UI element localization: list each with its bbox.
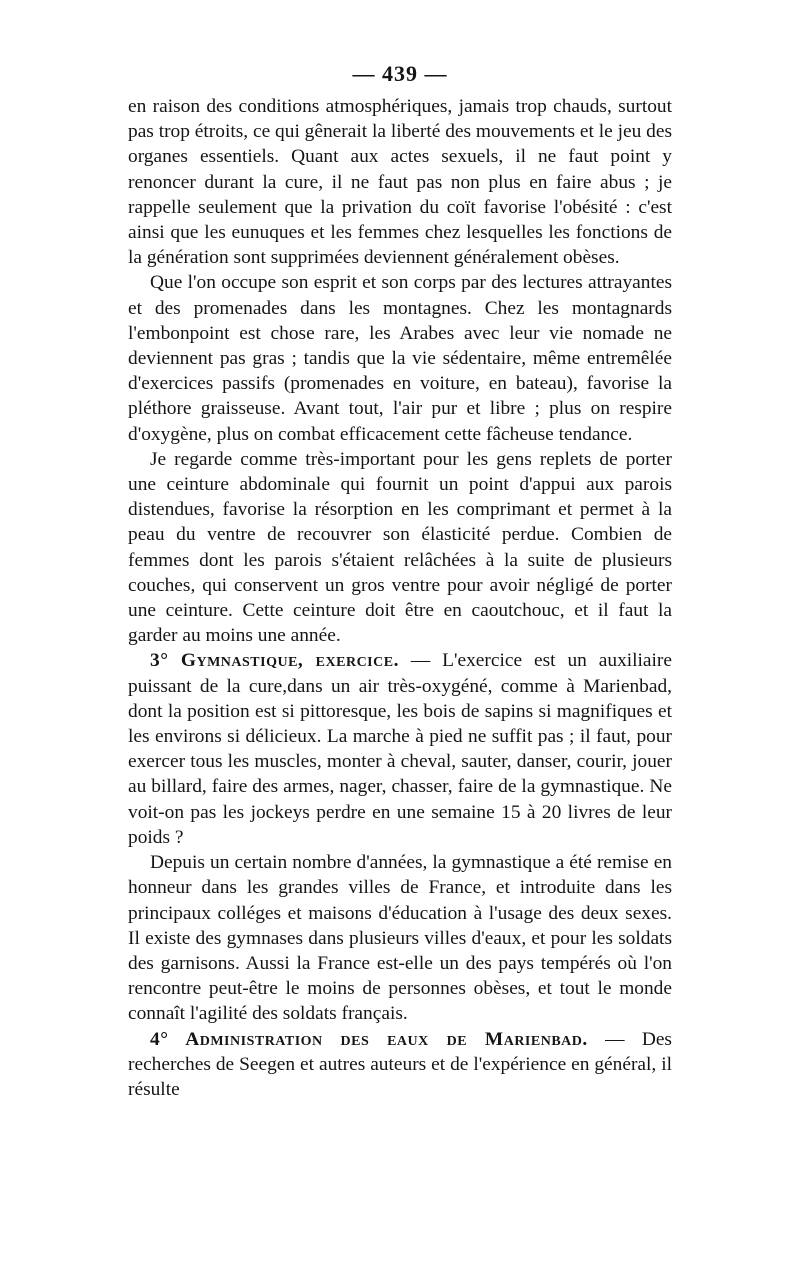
section-heading-gymnastics: 3° Gymnastique, exercice. [150, 650, 399, 672]
paragraph-administration-text: — Des recherches de Seegen et autres auteurs et de l'expérience en général, il résulte [128, 1028, 672, 1100]
paragraph-continued: en raison des conditions atmosphériques, jamais trop chauds, surtout pas trop étroits, ce qui gênerait la liberté des mouvements et le jeu des organes essentiels. Quant aux actes sexuels, il ne faut point y renoncer durant la cure, il ne faut pas non plus en faire abus ; je rappelle seulement que la privation du coït favorise l'obésité : c'est ainsi que les eunuques et les femmes chez lesquelles les fonctions de la génération sont supprimées deviennent généralement obèses. [128, 96, 672, 269]
book-page [128, 60, 672, 1102]
paragraph-abdominal-belt: Je regarde comme très-important pour les gens replets de porter une ceinture abdominale qui fournit un point d'appui aux parois distendues, favorise la résorption en les comprimant et permet à la peau du ventre de recouvrer son élasticité perdue. Combien de femmes dont les parois s'étaient relâchées à la suite de plusieurs couches, qui conservent un gros ventre pour avoir négligé de porter une ceinture. Cette ceinture doit être en caoutchouc, et il faut la garder au moins une année. [128, 448, 672, 647]
section-heading-administration: 4° Administration des eaux de Marienbad. [150, 1028, 588, 1050]
paragraph-gymnastics-text: — L'exercice est un auxiliaire puissant de la cure,dans un air très-oxygéné, comme à Marienbad, dont la position est si pittoresque, les bois de sapins si magnifiques et les environs si délicieux. La marche à pied ne suffit pas ; il faut, pour exercer tous les muscles, monter à cheval, sauter, danser, courir, jouer au billard, faire des armes, nager, chasser, faire de la gymnastique. Ne voit-on pas les jockeys perdre en une semaine 15 à 20 livres de leur poids ? [128, 650, 672, 848]
paragraph-exercise-mind: Que l'on occupe son esprit et son corps par des lectures attrayantes et des promenades dans les montagnes. Chez les montagnards l'embonpoint est chose rare, les Arabes avec leur vie nomade ne deviennent pas gras ; tandis que la vie sédentaire, même entremêlée d'exercices passifs (promenades en voiture, en bateau), favorise la pléthore graisseuse. Avant tout, l'air pur et libre ; plus on respire d'oxygène, plus on combat efficacement cette fâcheuse tendance. [128, 272, 672, 445]
paragraph-gymnastics-france: Depuis un certain nombre d'années, la gymnastique a été remise en honneur dans les grandes villes de France, et introduite dans les principaux colléges et maisons d'éducation à l'usage des deux sexes. Il existe des gymnases dans plusieurs villes d'eaux, et pour les soldats des garnisons. Aussi la France est-elle un des pays tempérés où l'on rencontre peut-être le moins de personnes obèses, et tout le monde connaît l'agilité des soldats français. [128, 852, 672, 1025]
paragraph-gymnastics [128, 648, 672, 850]
page-number: — 439 — [352, 61, 448, 86]
paragraph-administration [128, 1027, 672, 1103]
